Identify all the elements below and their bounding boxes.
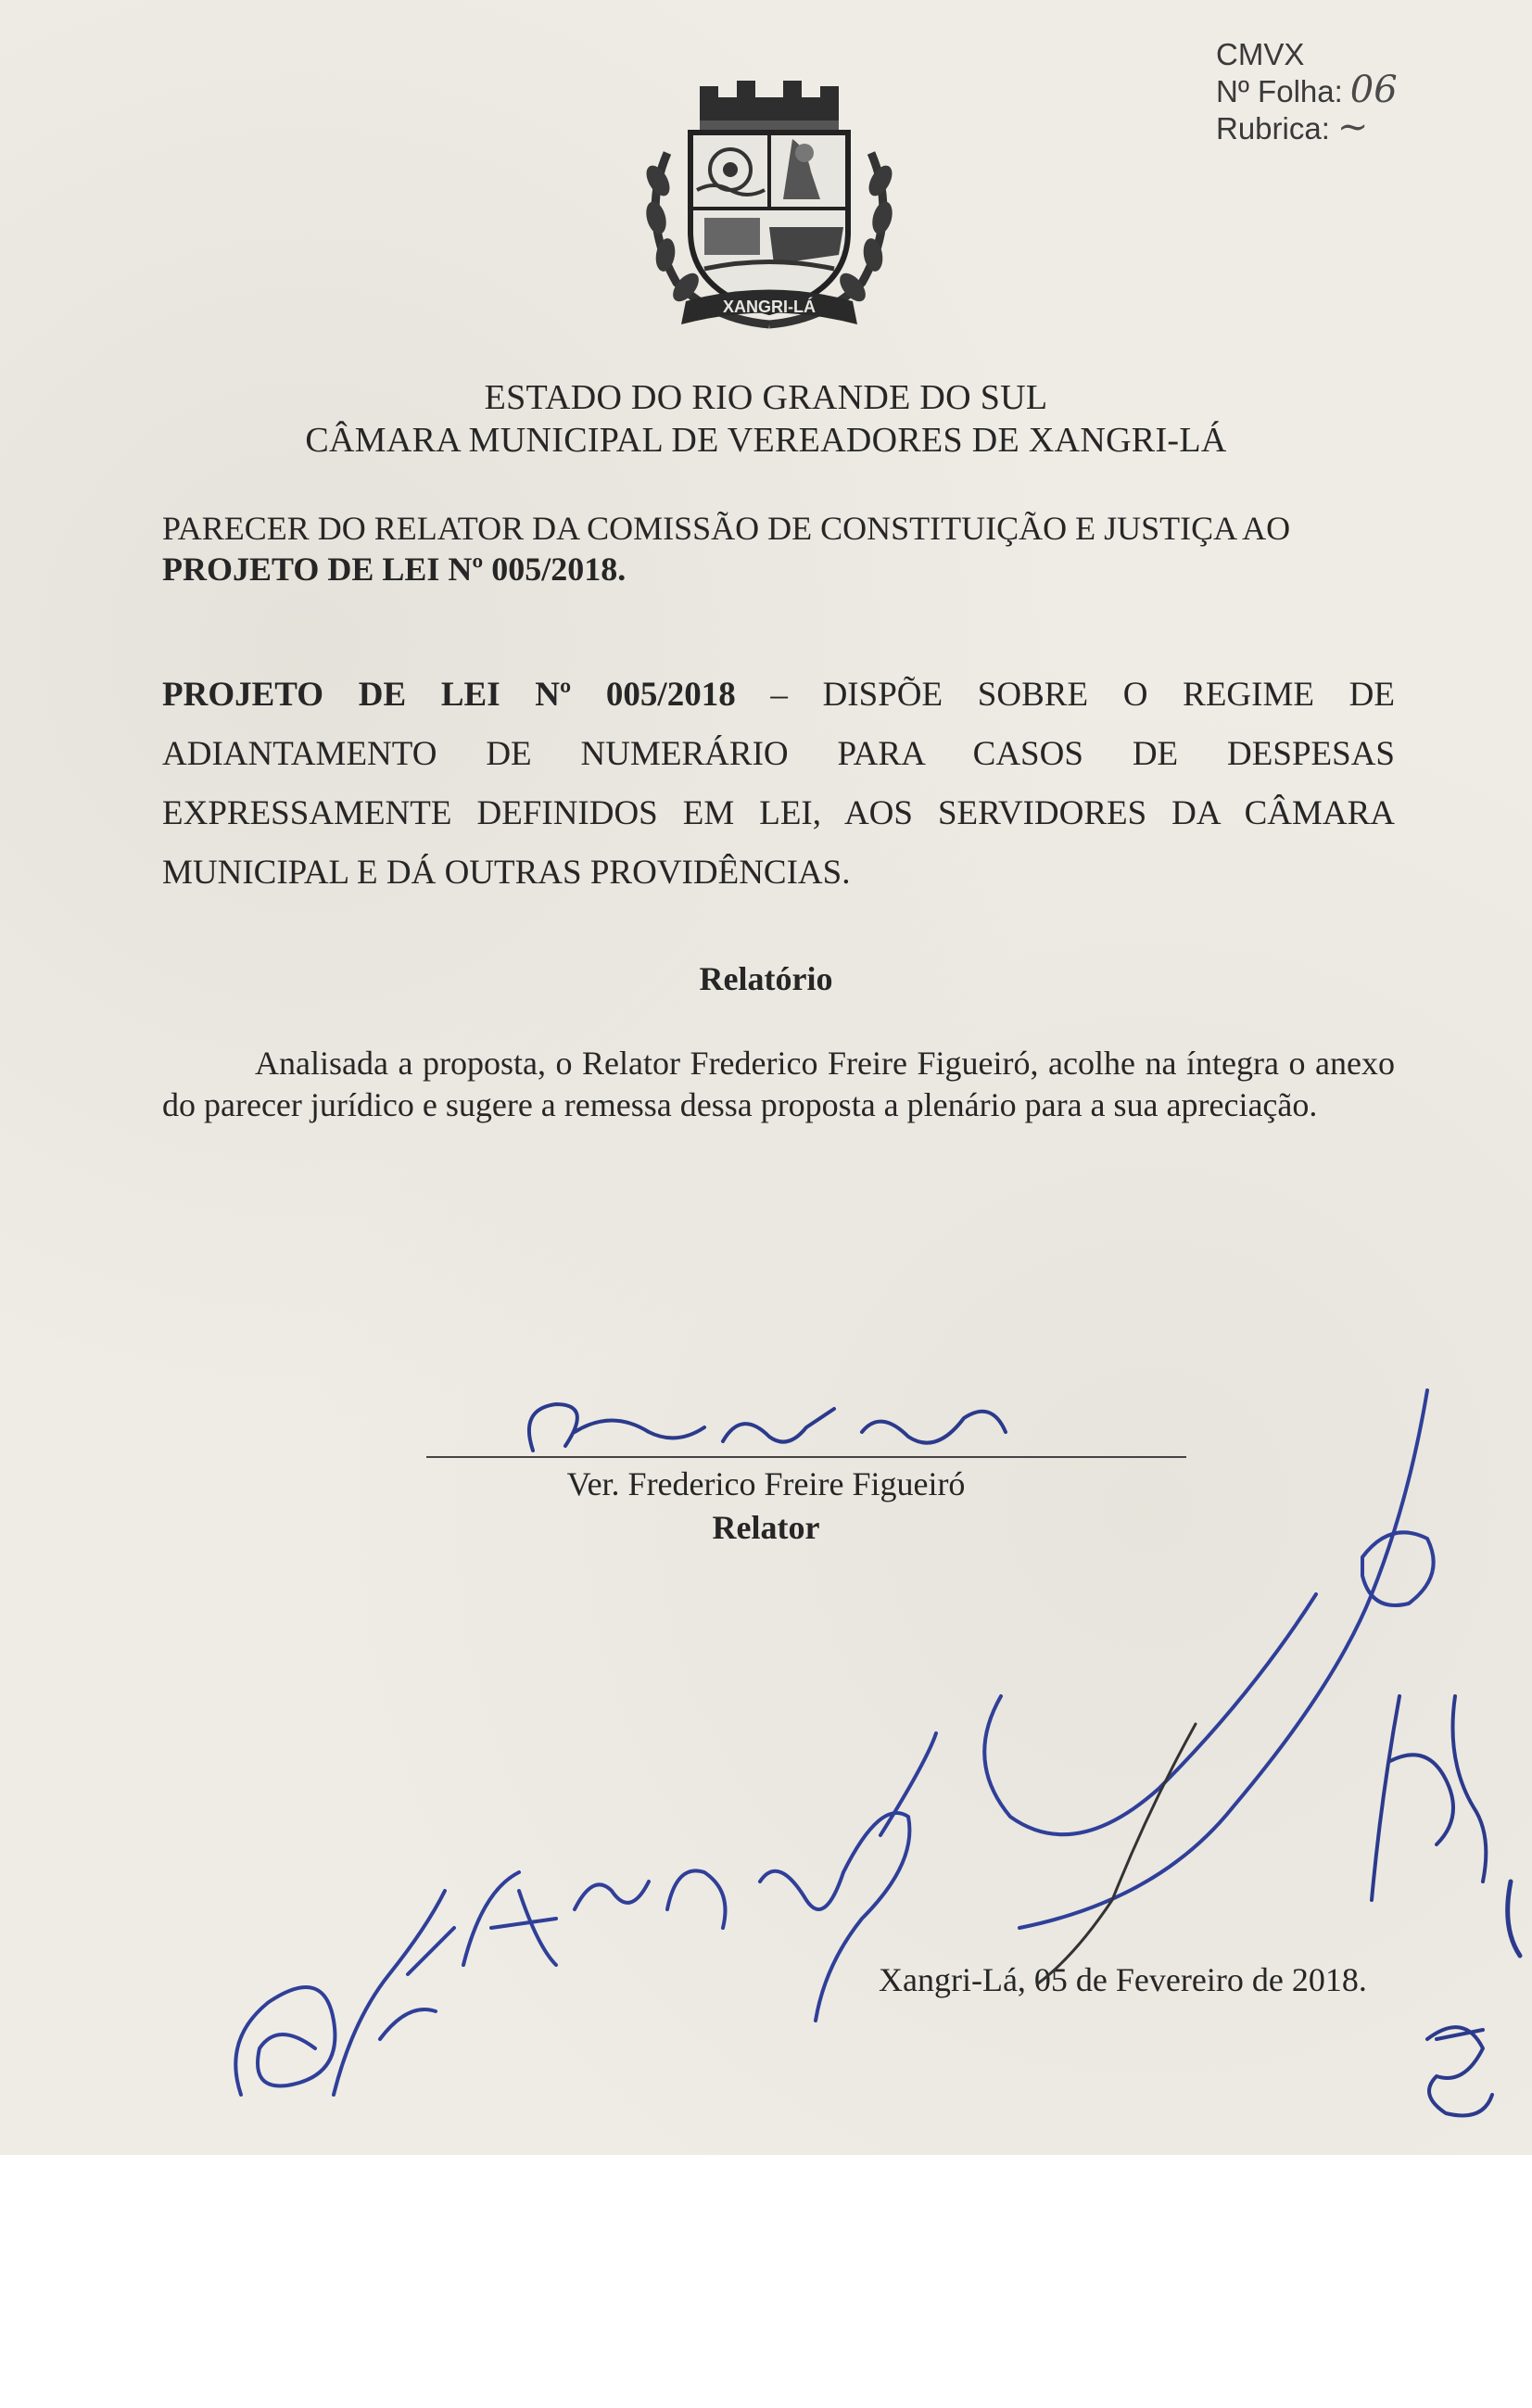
- bill-summary: [162, 665, 1395, 903]
- stamp-page-number: 06: [1349, 69, 1398, 111]
- subject-text: PARECER DO RELATOR DA COMISSÃO DE CONSTITUIÇÃO E JUSTIÇA AO: [162, 510, 1291, 547]
- crest-banner-text: XANGRI-LÁ: [723, 298, 816, 316]
- place-and-date: Xangri-Lá, 05 de Fevereiro de 2018.: [879, 1961, 1367, 1998]
- summary-bill-number: PROJETO DE LEI Nº 005/2018: [162, 676, 736, 714]
- subject-bill-number: PROJETO DE LEI Nº 005/2018.: [162, 551, 627, 588]
- signatory-name: Ver. Frederico Freire Figueiró: [566, 1465, 966, 1502]
- header-chamber: CÂMARA MUNICIPAL DE VEREADORES DE XANGRI-LÁ: [305, 421, 1227, 460]
- header-state: ESTADO DO RIO GRANDE DO SUL: [484, 378, 1048, 417]
- report-body: Analisada a proposta, o Relator Frederico Freire Figueiró, acolhe na íntegra o anexo do parecer jurídico e sugere a remessa dessa proposta a plenário para a sua apreciação.: [162, 1045, 1395, 1123]
- protocol-stamp: [1216, 37, 1457, 146]
- stamp-initials-label: Rubrica:: [1216, 111, 1330, 146]
- signature-line: [426, 1456, 1186, 1458]
- stamp-org: CMVX: [1216, 37, 1305, 71]
- document-subject: [162, 508, 1395, 589]
- stamp-page-label: Nº Folha:: [1216, 74, 1343, 108]
- stamp-initials-row: [1216, 106, 1457, 148]
- stamp-initials-mark: ~: [1336, 106, 1369, 148]
- signatory-role: Relator: [712, 1509, 820, 1546]
- summary-text: – DISPÕE SOBRE O REGIME DE ADIANTAMENTO DE NUMERÁRIO PARA CASOS DE DESPESAS EXPRESSAMENTE DEFINIDOS EM LEI, AOS SERVIDORES DA CÂMARA MUNICIPAL E DÁ OUTRAS PROVIDÊNCIAS.: [162, 676, 1395, 892]
- report-title: Relatório: [699, 960, 833, 997]
- municipal-coat-of-arms-icon: [630, 70, 908, 338]
- stamp-page-row: [1216, 69, 1457, 111]
